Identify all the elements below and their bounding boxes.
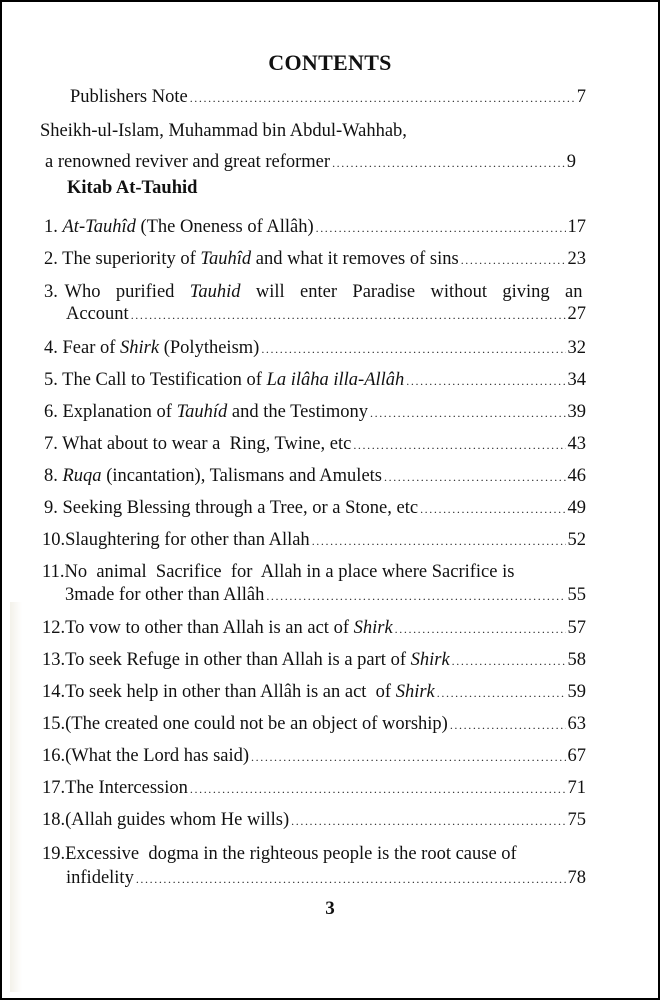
entry-page: 67 bbox=[567, 746, 586, 766]
leader-dots bbox=[190, 86, 575, 110]
leader-dots bbox=[291, 809, 565, 833]
entry-label: a renowned reviver and great reformer bbox=[45, 152, 331, 172]
entry-page: 78 bbox=[567, 868, 586, 888]
entry-page: 43 bbox=[567, 434, 586, 454]
leader-dots bbox=[190, 777, 566, 801]
page-edge-shadow bbox=[10, 602, 22, 992]
leader-dots bbox=[266, 584, 565, 608]
leader-dots bbox=[332, 151, 565, 175]
toc-entry[interactable]: 9. Seeking Blessing through a Tree, or a Stone, etc ..... 49 bbox=[44, 496, 586, 521]
leader-dots bbox=[251, 745, 565, 769]
toc-entry-line1[interactable]: 19.Excessive dogma in the righteous people is the root cause of bbox=[42, 844, 517, 864]
entry-number: 5. bbox=[44, 370, 58, 390]
leader-dots bbox=[312, 529, 566, 553]
toc-entry-sheikh[interactable] bbox=[45, 150, 576, 175]
toc-entry[interactable]: 13.To seek Refuge in other than Allah is a part of Shirk ..... 58 bbox=[42, 648, 586, 673]
toc-entry[interactable]: 10.Slaughtering for other than Allah ..... 52 bbox=[42, 528, 586, 553]
toc-entry[interactable]: 17.The Intercession ..... 71 bbox=[42, 776, 586, 801]
entry-number: 7. bbox=[44, 434, 58, 454]
entry-page: 23 bbox=[567, 249, 586, 269]
leader-dots bbox=[384, 465, 566, 489]
entry-page: 58 bbox=[567, 650, 586, 670]
toc-entry[interactable]: infidelity ..... 78 bbox=[66, 866, 586, 891]
entry-number: 12. bbox=[42, 618, 66, 638]
leader-dots bbox=[261, 337, 565, 361]
leader-dots bbox=[136, 867, 566, 891]
entry-number: 4. bbox=[44, 338, 58, 358]
toc-entry[interactable]: 4. Fear of Shirk (Polytheism) ..... 32 bbox=[44, 336, 586, 361]
entry-page: 46 bbox=[567, 466, 586, 486]
leader-dots bbox=[370, 401, 566, 425]
toc-entry-line1[interactable]: 3. Who purified Tauhid will enter Paradise without giving an bbox=[44, 282, 583, 302]
entry-page: 71 bbox=[567, 778, 586, 798]
entry-number: 19. bbox=[42, 844, 66, 864]
leader-dots bbox=[353, 433, 565, 457]
entry-number: 16. bbox=[42, 746, 66, 766]
page-title: CONTENTS bbox=[268, 50, 392, 75]
toc-entry[interactable]: 8. Ruqa (incantation), Talismans and Amulets ..... 46 bbox=[44, 464, 586, 489]
entry-page: 9 bbox=[566, 152, 576, 172]
entry-number: 6. bbox=[44, 402, 58, 422]
entry-number: 14. bbox=[42, 682, 66, 702]
leader-dots bbox=[461, 248, 566, 272]
toc-entry-publishers-note[interactable] bbox=[70, 85, 586, 110]
toc-entry[interactable]: 18.(Allah guides whom He wills) ..... 75 bbox=[42, 808, 586, 833]
leader-dots bbox=[395, 617, 566, 641]
toc-entry[interactable]: 6. Explanation of Tauhíd and the Testimony ..... 39 bbox=[44, 400, 586, 425]
entry-page: 52 bbox=[567, 530, 586, 550]
leader-dots bbox=[131, 303, 566, 327]
toc-entry[interactable]: 16.(What the Lord has said) ..... 67 bbox=[42, 744, 586, 769]
entry-page: 63 bbox=[567, 714, 586, 734]
toc-entry[interactable]: 2. The superiority of Tauhîd and what it removes of sins ..... 23 bbox=[44, 247, 586, 272]
leader-dots bbox=[406, 369, 565, 393]
entry-page: 39 bbox=[567, 402, 586, 422]
toc-entry[interactable]: 14.To seek help in other than Allâh is an act of Shirk ..... 59 bbox=[42, 680, 586, 705]
entry-number: 10. bbox=[42, 530, 66, 550]
entry-number: 9. bbox=[44, 498, 58, 518]
toc-entry[interactable]: 3made for other than Allâh ..... 55 bbox=[65, 583, 586, 608]
toc-entry-sheikh-line1[interactable]: Sheikh-ul-Islam, Muhammad bin Abdul-Wahhab, bbox=[40, 121, 407, 141]
entry-number: 18. bbox=[42, 810, 66, 830]
leader-dots bbox=[420, 497, 565, 521]
entry-page: 17 bbox=[567, 217, 586, 237]
toc-entry[interactable]: 5. The Call to Testification of La ilâha illa-Allâh ..... 34 bbox=[44, 368, 586, 393]
toc-entry[interactable]: 12.To vow to other than Allah is an act of Shirk ..... 57 bbox=[42, 616, 586, 641]
entry-number: 8. bbox=[44, 466, 58, 486]
leader-dots bbox=[437, 681, 566, 705]
toc-entry[interactable]: 7. What about to wear a Ring, Twine, etc ..... 43 bbox=[44, 432, 586, 457]
entry-number: 15. bbox=[42, 714, 66, 734]
toc-entry[interactable]: Account ..... 27 bbox=[66, 302, 586, 327]
toc-entry[interactable]: 15.(The created one could not be an object of worship) ..... 63 bbox=[42, 712, 586, 737]
entry-page: 27 bbox=[567, 304, 586, 324]
entry-label: Publishers Note bbox=[70, 87, 188, 107]
entry-page: 49 bbox=[567, 498, 586, 518]
leader-dots bbox=[452, 649, 566, 673]
entry-page: 7 bbox=[576, 87, 586, 107]
leader-dots bbox=[316, 216, 566, 240]
entry-number: 1. bbox=[44, 217, 58, 237]
entry-page: 57 bbox=[567, 618, 586, 638]
entry-page: 59 bbox=[567, 682, 586, 702]
entry-number: 3. bbox=[44, 282, 58, 302]
entry-page: 32 bbox=[567, 338, 586, 358]
page-number: 3 bbox=[325, 898, 335, 919]
leader-dots bbox=[450, 713, 566, 737]
section-heading: Kitab At-Tauhid bbox=[67, 178, 198, 198]
entry-page: 75 bbox=[567, 810, 586, 830]
entry-page: 55 bbox=[567, 585, 586, 605]
entry-number: 2. bbox=[44, 249, 58, 269]
entry-number: 11. bbox=[42, 562, 65, 582]
entry-number: 13. bbox=[42, 650, 66, 670]
entry-number: 17. bbox=[42, 778, 66, 798]
toc-entry-line1[interactable]: 11.No animal Sacrifice for Allah in a place where Sacrifice is bbox=[42, 562, 515, 582]
toc-entry[interactable]: 1. At-Tauhîd (The Oneness of Allâh) ..... 17 bbox=[44, 215, 586, 240]
entry-page: 34 bbox=[567, 370, 586, 390]
